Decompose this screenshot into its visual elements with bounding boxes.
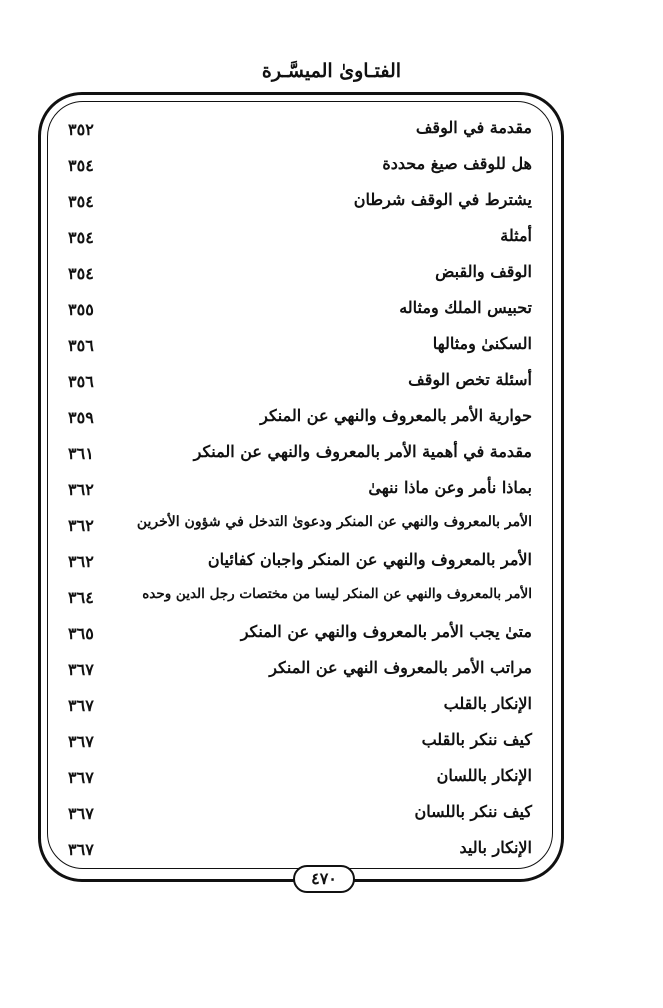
toc-entry-title: كيف ننكر بالقلب bbox=[421, 730, 532, 749]
toc-entry bbox=[60, 436, 544, 472]
toc-entry-title: متىٰ يجب الأمر بالمعروف والنهي عن المنكر bbox=[240, 622, 532, 641]
page-number: ٤٧٠ bbox=[293, 865, 355, 893]
toc-entry-title: بماذا نأمر وعن ماذا ننهىٰ bbox=[368, 478, 532, 497]
toc-entry-page: ٣٦٢ bbox=[68, 480, 94, 499]
toc-entry-title: الأمر بالمعروف والنهي عن المنكر ليسا من مختصات رجل الدين وحده bbox=[142, 586, 532, 602]
toc-entry-title: هل للوقف صيغ محددة bbox=[382, 154, 532, 173]
toc-entry-title: أسئلة تخص الوقف bbox=[408, 370, 532, 389]
toc-entry bbox=[60, 652, 544, 688]
toc-entry bbox=[60, 580, 544, 616]
toc-entry-page: ٣٦٧ bbox=[68, 660, 94, 679]
toc-entry-page: ٣٦٤ bbox=[68, 588, 94, 607]
toc-entry-title: مقدمة في الوقف bbox=[415, 118, 532, 137]
toc-entry-title: أمثلة bbox=[500, 226, 532, 245]
toc-entry bbox=[60, 328, 544, 364]
toc-entry bbox=[60, 796, 544, 832]
toc-entry-title: الإنكار بالقلب bbox=[443, 694, 532, 713]
toc-entry-page: ٣٥٦ bbox=[68, 336, 94, 355]
toc-entry-title: مراتب الأمر بالمعروف النهي عن المنكر bbox=[269, 658, 532, 677]
toc-entry-page: ٣٥٩ bbox=[68, 408, 94, 427]
toc-entry-page: ٣٦١ bbox=[68, 444, 94, 463]
toc-entry-page: ٣٥٢ bbox=[68, 120, 94, 139]
toc-entry-page: ٣٦٧ bbox=[68, 696, 94, 715]
toc-entry-page: ٣٦٧ bbox=[68, 804, 94, 823]
toc-entry-page: ٣٦٧ bbox=[68, 732, 94, 751]
toc-entry-page: ٣٥٤ bbox=[68, 264, 94, 283]
toc-entry-page: ٣٦٢ bbox=[68, 552, 94, 571]
toc-entry bbox=[60, 112, 544, 148]
toc-entry-page: ٣٦٧ bbox=[68, 768, 94, 787]
toc-entry-page: ٣٦٥ bbox=[68, 624, 94, 643]
toc-entry-page: ٣٦٧ bbox=[68, 840, 94, 859]
toc-entry bbox=[60, 220, 544, 256]
toc-entry-title: حوارية الأمر بالمعروف والنهي عن المنكر bbox=[260, 406, 532, 425]
toc-entry-page: ٣٥٤ bbox=[68, 192, 94, 211]
toc-entry bbox=[60, 256, 544, 292]
toc-entry bbox=[60, 616, 544, 652]
page-title: الفتـاوىٰ الميسَّـرة bbox=[261, 60, 402, 82]
toc-entry-title: الإنكار باللسان bbox=[436, 766, 532, 785]
toc-entry-title: الوقف والقبض bbox=[435, 262, 532, 281]
toc-entry bbox=[60, 148, 544, 184]
toc-entry-page: ٣٦٢ bbox=[68, 516, 94, 535]
toc-entry-title: يشترط في الوقف شرطان bbox=[353, 190, 532, 209]
toc-entry-title: الأمر بالمعروف والنهي عن المنكر واجبان كفائيان bbox=[207, 550, 532, 569]
toc-entry bbox=[60, 688, 544, 724]
toc-entry bbox=[60, 400, 544, 436]
toc-entry bbox=[60, 508, 544, 544]
toc-entry bbox=[60, 292, 544, 328]
toc-entry-title: مقدمة في أهمية الأمر بالمعروف والنهي عن المنكر bbox=[193, 442, 532, 461]
toc-entry-page: ٣٥٥ bbox=[68, 300, 94, 319]
toc-entry-title: كيف ننكر باللسان bbox=[414, 802, 532, 821]
table-of-contents bbox=[60, 112, 544, 868]
toc-entry bbox=[60, 472, 544, 508]
toc-entry-page: ٣٥٤ bbox=[68, 156, 94, 175]
toc-entry bbox=[60, 760, 544, 796]
toc-entry-title: الإنكار باليد bbox=[459, 838, 532, 857]
toc-entry-title: تحبيس الملك ومثاله bbox=[399, 298, 532, 317]
toc-entry-page: ٣٥٤ bbox=[68, 228, 94, 247]
toc-entry-title: السكنىٰ ومثالها bbox=[432, 334, 532, 353]
toc-entry bbox=[60, 544, 544, 580]
toc-entry bbox=[60, 832, 544, 868]
toc-entry-title: الأمر بالمعروف والنهي عن المنكر ودعوىٰ التدخل في شؤون الأخرين bbox=[136, 514, 532, 530]
toc-entry bbox=[60, 184, 544, 220]
toc-entry bbox=[60, 724, 544, 760]
toc-entry bbox=[60, 364, 544, 400]
toc-entry-page: ٣٥٦ bbox=[68, 372, 94, 391]
